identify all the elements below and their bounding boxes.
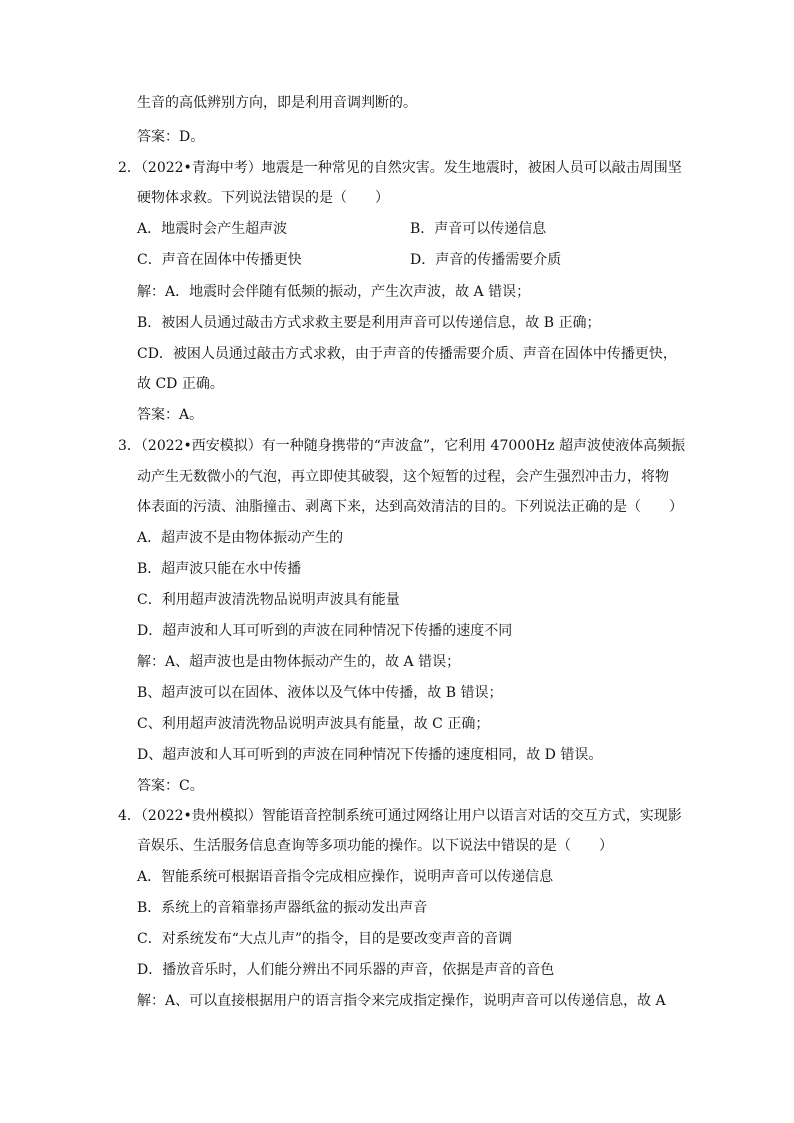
q2-stem-line-1: 2．（2022•青海中考）地震是一种常见的自然灾害。发生地震时，被困人员可以敲击周围坚 xyxy=(118,160,682,176)
q4-stem-line-1: 4．（2022•贵州模拟）智能语音控制系统可通过网络让用户以语言对话的交互方式，实现影 xyxy=(118,808,682,824)
q3-stem-line-3: 体表面的污渍、油脂撞击、剥离下来，达到高效清洁的目的。下列说法正确的是（ ） xyxy=(137,499,683,515)
prev-solution-tail: 生音的高低辨别方向，即是利用音调判断的。 xyxy=(137,95,417,111)
q3-solution-line-1: 解：A、超声波也是由物体振动产生的，故 A 错误； xyxy=(137,654,461,670)
q3-stem-line-2: 动产生无数微小的气泡，再立即使其破裂，这个短暂的过程，会产生强烈冲击力，将物 xyxy=(137,469,669,485)
q2-solution-line-2: B．被困人员通过敲击方式求救主要是利用声音可以传递信息，故 B 正确； xyxy=(137,315,601,331)
q4-option-b: B．系统上的音箱靠扬声器纸盆的振动发出声音 xyxy=(137,900,428,916)
q4-option-c: C．对系统发布“大点儿声”的指令，目的是要改变声音的音调 xyxy=(137,931,513,947)
q3-option-b: B．超声波只能在水中传播 xyxy=(137,561,302,577)
q3-stem-line-1: 3．（2022•西安模拟）有一种随身携带的“声波盒”，它利用 47000Hz 超声波使液体高频振 xyxy=(118,438,686,454)
q3-option-a: A．超声波不是由物体振动产生的 xyxy=(137,530,344,546)
q2-solution-line-1: 解：A．地震时会伴随有低频的振动，产生次声波，故 A 错误； xyxy=(137,284,531,300)
q2-solution-line-3: CD．被困人员通过敲击方式求救，由于声音的传播需要介质、声音在固体中传播更快， xyxy=(137,346,677,362)
q2-stem-line-2: 硬物体求救。下列说法错误的是（ ） xyxy=(137,190,389,206)
q4-solution-line-1: 解：A、可以直接根据用户的语言指令来完成指定操作，说明声音可以传递信息，故 A xyxy=(137,993,666,1009)
q2-solution-line-4: 故 CD 正确。 xyxy=(137,376,224,392)
q2-answer: 答案：A。 xyxy=(137,407,204,423)
q4-stem-line-2: 音娱乐、生活服务信息查询等多项功能的操作。以下说法中错误的是（ ） xyxy=(137,838,613,854)
q2-option-b: B．声音可以传递信息 xyxy=(410,221,547,237)
q2-option-c: C．声音在固体中传播更快 xyxy=(137,252,302,268)
q3-solution-line-4: D、超声波和人耳可听到的声波在同种情况下传播的速度相同，故 D 错误。 xyxy=(137,747,603,763)
q3-solution-line-2: B、超声波可以在固体、液体以及气体中传播，故 B 错误； xyxy=(137,685,503,701)
prev-answer: 答案：D。 xyxy=(137,129,205,145)
q3-option-c: C．利用超声波清洗物品说明声波具有能量 xyxy=(137,592,400,608)
q2-option-d: D．声音的传播需要介质 xyxy=(410,252,562,268)
q2-option-a: A．地震时会产生超声波 xyxy=(137,221,288,237)
q3-answer: 答案：C。 xyxy=(137,778,204,794)
q4-option-d: D．播放音乐时，人们能分辨出不同乐器的声音，依据是声音的音色 xyxy=(137,962,555,978)
q4-option-a: A．智能系统可根据语音指令完成相应操作，说明声音可以传递信息 xyxy=(137,869,554,885)
q3-option-d: D．超声波和人耳可听到的声波在同种情况下传播的速度不同 xyxy=(137,623,513,639)
q3-solution-line-3: C、利用超声波清洗物品说明声波具有能量，故 C 正确； xyxy=(137,716,490,732)
